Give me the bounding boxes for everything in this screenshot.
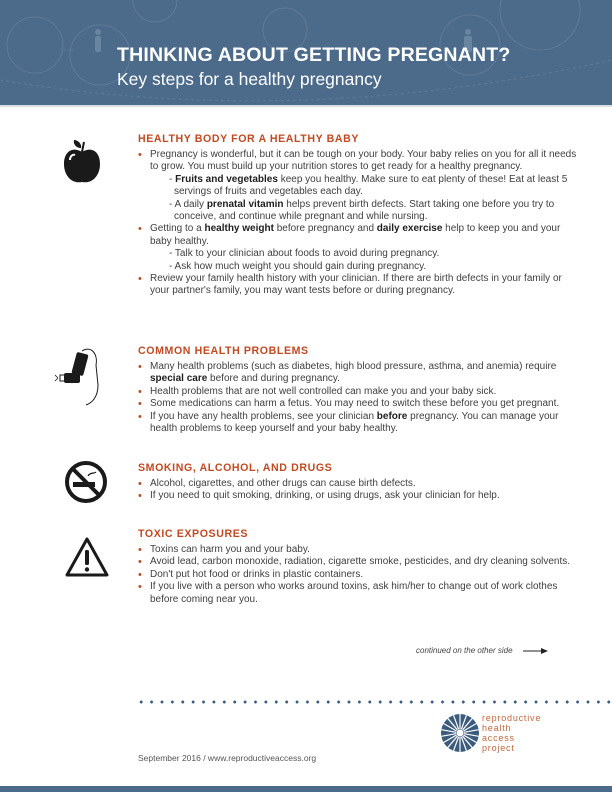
sub-item: - Talk to your clinician about foods to avoid during pregnancy. — [169, 248, 440, 260]
list-item: • Don't put hot food or drinks in plastic containers. — [138, 569, 578, 581]
section-title: HEALTHY BODY FOR A HEALTHY BABY — [138, 133, 360, 145]
list-item: • If you live with a person who works around toxins, ask him/her to change out of work clothes before coming near you. — [138, 581, 578, 606]
list-item: • Health problems that are not well controlled can make you and your baby sick. — [138, 386, 578, 398]
no-smoking-icon — [64, 460, 108, 504]
section-title: TOXIC EXPOSURES — [138, 528, 249, 540]
section-toxic-exposures — [138, 528, 578, 606]
list-item: • Toxins can harm you and your baby. — [138, 544, 578, 556]
section-title: COMMON HEALTH PROBLEMS — [138, 345, 309, 357]
list-item — [138, 149, 578, 223]
logo-text: reproductive health access project — [482, 713, 542, 753]
continued-note: continued on the other side — [416, 646, 549, 655]
section-smoking-alcohol-drugs — [138, 462, 578, 503]
sub-item: - Fruits and vegetables keep you healthy. Make sure to eat plenty of these! Eat at least 5 servings of fruits and vegetables each day. — [169, 173, 568, 198]
list-item: • Getting to a healthy weight before pregnancy and daily exercise help to keep you and your baby healthy. - Talk to your clinician about foods to avoid during pregnancy. - Ask how much weight you should gain during pregnancy. — [138, 223, 578, 273]
list-item: • Avoid lead, carbon monoxide, radiation, cigarette smoke, pesticides, and dry cleaning solvents. — [138, 556, 578, 568]
apple-icon — [62, 138, 102, 184]
sub-item: - A daily prenatal vitamin helps prevent birth defects. Start taking one before you try to conceive, and continue while pregnant and while nursing. — [169, 198, 555, 223]
warning-icon — [64, 536, 110, 578]
header-banner — [0, 0, 612, 105]
bottom-bar — [0, 786, 612, 792]
list-item: • Review your family health history with your clinician. If there are birth defects in your family or your partner's family, you may want tests before or during pregnancy. — [138, 273, 578, 298]
rhap-logo-icon — [440, 713, 480, 753]
section-healthy-body — [138, 133, 578, 298]
footer-date-url: September 2016 / www.reproductiveaccess.org — [138, 753, 317, 763]
dotted-divider — [136, 700, 612, 704]
header-divider — [0, 105, 612, 107]
list-item: • Some medications can harm a fetus. You may need to switch these before you get pregnant. — [138, 398, 578, 410]
list-item: • Many health problems (such as diabetes, high blood pressure, asthma, and anemia) require special care before and during pregnancy. — [138, 361, 578, 386]
list-item: • If you need to quit smoking, drinking, or using drugs, ask your clinician for help. — [138, 490, 578, 502]
list-item: • Alcohol, cigarettes, and other drugs can cause birth defects. — [138, 478, 578, 490]
section-common-health-problems — [138, 345, 578, 435]
item-text: Pregnancy is wonderful, but it can be tough on your body. Your baby relies on you for all it needs to grow. You must build up your nutrition stores to get ready for a healthy pregnancy. — [150, 149, 577, 173]
arrow-right-icon — [523, 647, 549, 655]
page-title: THINKING ABOUT GETTING PREGNANT? — [117, 44, 511, 66]
section-title: SMOKING, ALCOHOL, AND DRUGS — [138, 462, 333, 474]
page-subtitle: Key steps for a healthy pregnancy — [117, 69, 382, 89]
inhaler-icon — [52, 345, 112, 407]
list-item: • If you have any health problems, see your clinician before pregnancy. You can manage your health problems to keep yourself and your baby healthy. — [138, 411, 578, 436]
sub-item: - Ask how much weight you should gain during pregnancy. — [169, 260, 427, 272]
